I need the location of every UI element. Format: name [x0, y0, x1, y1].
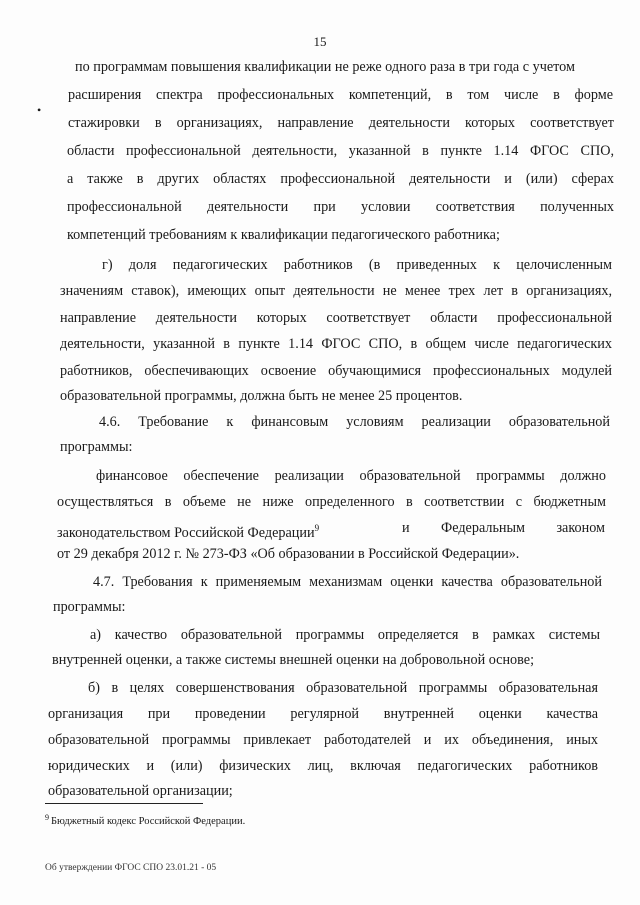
text-line: организация при проведении регулярной внутренней оценки качества: [48, 706, 598, 722]
text-line: компетенций требованиям к квалификации педагогического работника;: [67, 227, 500, 243]
footnote-text: Бюджетный кодекс Российской Федерации.: [51, 816, 246, 827]
footnote: [45, 811, 245, 829]
text-line: а также в других областях профессиональной деятельности и (или) сферах: [67, 171, 614, 187]
text-line: осуществляться в объеме не ниже определенного в соответствии с бюджетным: [57, 494, 606, 510]
scan-mark: •: [37, 103, 42, 117]
text-line: а) качество образовательной программы определяется в рамках системы: [90, 627, 600, 643]
text-line: значениям ставок), имеющих опыт деятельности не менее трех лет в организациях,: [60, 283, 612, 299]
text-line: образовательной программы привлекает работодателей и их объединения, иных: [48, 732, 598, 748]
text-segment: законодательством Российской Федерации: [57, 525, 315, 541]
footnote-divider: [45, 803, 203, 804]
text-line: профессиональной деятельности при условии соответствия полученных: [67, 199, 614, 215]
text-line: образовательной программы, должна быть не менее 25 процентов.: [60, 388, 463, 404]
section-heading-4-6: 4.6. Требование к финансовым условиям реализации образовательной: [99, 414, 610, 430]
text-line-with-footnote: [57, 519, 319, 542]
text-line: деятельности, указанной в пункте 1.14 ФГОС СПО, в общем числе педагогических: [60, 336, 612, 352]
text-line: программы:: [53, 599, 126, 615]
page-number: 15: [313, 34, 327, 49]
text-line: образовательной организации;: [48, 783, 233, 799]
page-footer: Об утверждении ФГОС СПО 23.01.21 - 05: [45, 863, 217, 873]
text-line: от 29 декабря 2012 г. № 273-ФЗ «Об образовании в Российской Федерации».: [57, 546, 520, 562]
text-line: финансовое обеспечение реализации образовательной программы должно: [96, 468, 606, 484]
text-line: стажировки в организациях, направление деятельности которых соответствует: [68, 115, 614, 131]
text-line: б) в целях совершенствования образовательной программы образовательная: [88, 680, 598, 696]
text-line: юридических и (или) физических лиц, включая педагогических работников: [48, 758, 598, 774]
text-line: расширения спектра профессиональных компетенций, в том числе в форме: [68, 87, 613, 103]
text-line: программы:: [60, 439, 133, 455]
text-line: г) доля педагогических работников (в приведенных к целочисленным: [102, 257, 612, 273]
text-line: по программам повышения квалификации не реже одного раза в три года с учетом: [75, 59, 575, 75]
text-line: внутренней оценки, а также системы внешней оценки на добровольной основе;: [52, 652, 535, 668]
text-line: и Федеральным законом: [402, 520, 605, 536]
section-heading-4-7: 4.7. Требования к применяемым механизмам оценки качества образовательной: [93, 574, 602, 590]
text-line: работников, обеспечивающих освоение обучающимися профессиональных модулей: [60, 363, 612, 379]
text-line: области профессиональной деятельности, указанной в пункте 1.14 ФГОС СПО,: [67, 143, 614, 159]
footnote-marker: 9: [45, 813, 49, 822]
text-line: направление деятельности которых соответствует области профессиональной: [60, 310, 612, 326]
footnote-ref: 9: [314, 523, 320, 533]
